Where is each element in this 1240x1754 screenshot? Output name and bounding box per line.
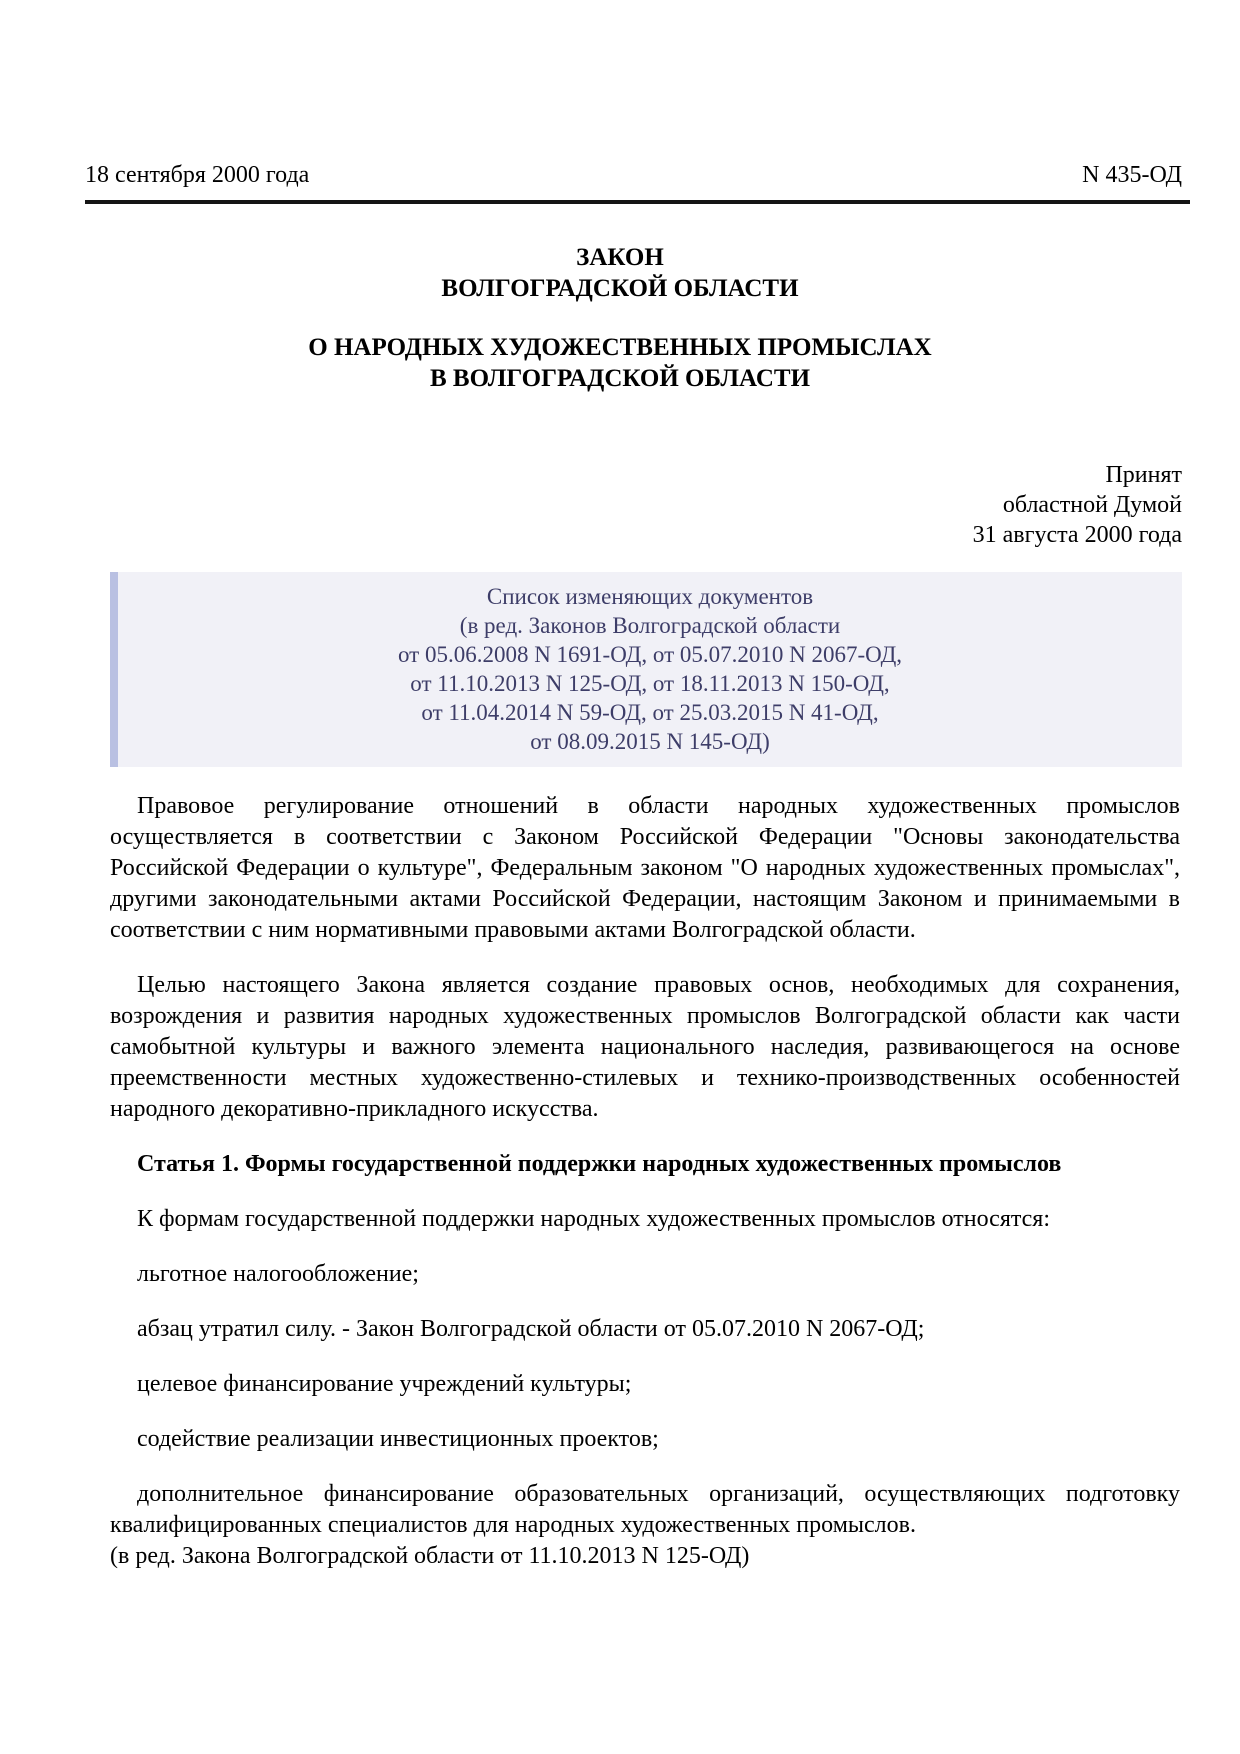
preamble-paragraph-1: Правовое регулирование отношений в области народных художественных промыслов осуществляется в соответствии с Законом Российской Федерации "Основы законодательства Российской Федерации о культуре", Федеральным законом "О народных художественных промыслах", другими законодательными актами Российской Федерации, настоящим Законом и принимаемыми в соответствии с ним нормативными правовыми актами Волгоградской области. (110, 793, 1180, 943)
amendments-line: от 08.09.2015 N 145-ОД) (530, 729, 770, 754)
document-header (85, 160, 1182, 190)
amendments-line: от 05.06.2008 N 1691-ОД, от 05.07.2010 N 2067-ОД, (397, 642, 903, 667)
adoption-line-1: Принят (1105, 462, 1182, 488)
article-1-item-reference: (в ред. Закона Волгоградской области от 11.10.2013 N 125-ОД) (110, 1543, 750, 1569)
law-subject-line-1: О НАРОДНЫХ ХУДОЖЕСТВЕННЫХ ПРОМЫСЛАХ (308, 334, 932, 361)
amendments-box (110, 572, 1182, 767)
header-divider (85, 200, 1190, 204)
amendments-line: от 11.04.2014 N 59-ОД, от 25.03.2015 N 41-ОД, (421, 700, 879, 725)
amendments-title: Список изменяющих документов (486, 584, 814, 609)
article-1-heading: Статья 1. Формы государственной поддержки народных художественных промыслов (137, 1151, 1062, 1177)
header-number: N 435-ОД (1082, 162, 1182, 188)
article-1-item: абзац утратил силу. - Закон Волгоградской области от 05.07.2010 N 2067-ОД; (137, 1316, 925, 1342)
adoption-line-3: 31 августа 2000 года (972, 522, 1182, 548)
document-body (110, 791, 1180, 1572)
amendments-line: от 11.10.2013 N 125-ОД, от 18.11.2013 N 150-ОД, (410, 671, 890, 696)
article-1-item: целевое финансирование учреждений культуры; (137, 1371, 632, 1397)
article-1-item: содействие реализации инвестиционных проектов; (137, 1426, 659, 1452)
adoption-line-2: областной Думой (1002, 492, 1182, 518)
law-title-block (0, 242, 1240, 394)
header-date: 18 сентября 2000 года (85, 162, 310, 188)
article-1-item-last: дополнительное финансирование образовательных организаций, осуществляющих подготовку квалифицированных специалистов для народных художественных промыслов. (110, 1481, 1180, 1538)
law-title-word: ЗАКОН (576, 244, 664, 271)
amendments-line: (в ред. Законов Волгоградской области (459, 613, 841, 638)
preamble-paragraph-2: Целью настоящего Закона является создание правовых основ, необходимых для сохранения, возрождения и развития народных художественных промыслов Волгоградской области как части самобытной культуры и важного элемента национального наследия, развивающегося на основе преемственности местных художественно-стилевых и технико-производственных особенностей народного декоративно-прикладного искусства. (110, 972, 1180, 1122)
adoption-block (0, 460, 1182, 550)
article-1-item: льготное налогообложение; (137, 1261, 419, 1287)
law-subject-line-2: В ВОЛГОГРАДСКОЙ ОБЛАСТИ (429, 365, 811, 392)
law-title-region: ВОЛГОГРАДСКОЙ ОБЛАСТИ (441, 275, 799, 302)
article-1-intro: К формам государственной поддержки народных художественных промыслов относятся: (137, 1206, 1051, 1232)
